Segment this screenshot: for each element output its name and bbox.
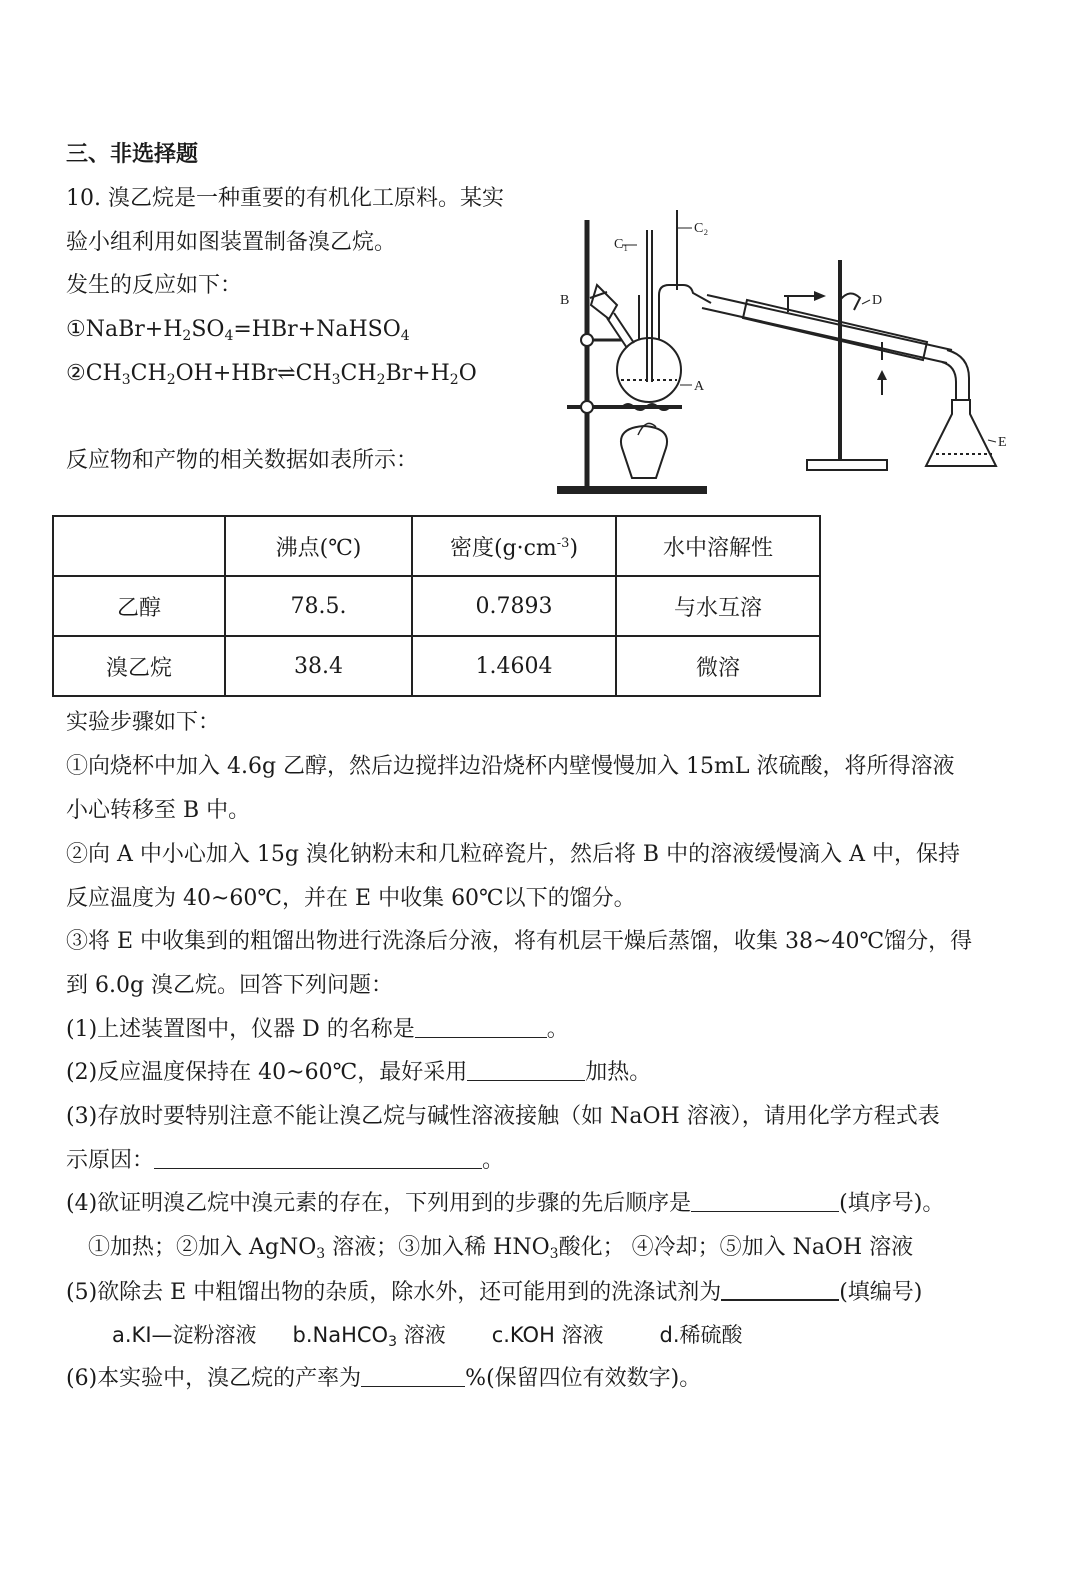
table-row [53,576,820,636]
label-c2: C₂ [694,221,709,236]
distillation-apparatus-diagram [552,200,1012,500]
answer-blank-1[interactable] [415,1015,547,1038]
step-2-line2: 反应温度为 40~60℃，并在 E 中收集 60℃以下的馏分。 [66,886,636,911]
cell-name: 乙醇 [53,576,225,636]
label-d: D [872,293,883,308]
cell-boiling-point: 78.5. [225,576,412,636]
table-caption: 反应物和产物的相关数据如表所示： [66,448,419,473]
label-a: A [694,379,705,394]
step-2-line1: ②向 A 中小心加入 15g 溴化钠粉末和几粒碎瓷片，然后将 B 中的溶液缓慢滴入 A 中，保持 [66,842,960,867]
question-4: (4)欲证明溴乙烷中溴元素的存在，下列用到的步骤的先后顺序是 (填序号)。 [66,1191,945,1216]
question-6: (6)本实验中，溴乙烷的产率为 %(保留四位有效数字)。 [66,1366,702,1391]
cell-density: 0.7893 [412,576,616,636]
header-density: 密度$(g\cdot cm^{-3})$ [412,516,616,576]
question-10-intro-line1: 10. 溴乙烷是一种重要的有机化工原料。某实 [66,186,504,211]
cell-boiling-point: 38.4 [225,636,412,696]
table-row [53,636,820,696]
question-10-intro-line2: 验小组利用如图装置制备溴乙烷。 [66,230,397,255]
answer-blank-3[interactable] [154,1146,482,1169]
reaction-heading: 发生的反应如下： [66,273,243,298]
cell-solubility: 微溶 [616,636,820,696]
option-d: d.稀硫酸 [659,1323,743,1347]
label-b: B [560,293,570,308]
option-c: c.KOH 溶液 [491,1323,604,1347]
question-4-options: ①加热；②加入 AgNO$_3$ 溶液；③加入稀 $HNO_3$酸化； ④冷却；⑤加入 NaOH 溶液 [88,1235,914,1262]
steps-title: 实验步骤如下： [66,710,221,735]
label-c1: C₁ [614,237,629,252]
option-b: b.NaHCO$_3$ 溶液 [292,1323,446,1350]
option-a: a.KI—淀粉溶液 [112,1323,257,1347]
table-header-row [53,516,820,576]
label-e: E [998,435,1007,450]
answer-blank-2[interactable] [467,1058,585,1081]
equation-1: $①NaBr+H_2SO_4=HBr+NaHSO_4$ [66,317,410,344]
question-3-line2: 示原因： 。 [66,1148,505,1173]
answer-blank-6[interactable] [361,1364,465,1387]
equation-2: $②CH_3CH_2OH+HBr\rightleftharpoons CH_3CH_2Br+H_2O$ [66,361,477,388]
cell-name: 溴乙烷 [53,636,225,696]
question-2: (2)反应温度保持在 40~60℃，最好采用 加热。 [66,1060,652,1085]
question-5: (5)欲除去 E 中粗馏出物的杂质，除水外，还可能用到的洗涤试剂为 (填编号) [66,1277,922,1308]
answer-blank-5[interactable] [721,1277,839,1301]
answer-blank-4[interactable] [691,1189,839,1212]
step-3-line2: 到 6.0g 溴乙烷。回答下列问题： [66,973,394,998]
header-empty [53,516,225,576]
header-solubility: 水中溶解性 [616,516,820,576]
header-boiling-point: 沸点(℃) [225,516,412,576]
cell-density: 1.4604 [412,636,616,696]
step-1-line2: 小心转移至 B 中。 [66,798,251,823]
question-5-options [112,1320,743,1350]
question-1: (1)上述装置图中，仪器 D 的名称是 。 [66,1017,569,1042]
section-title: 三、非选择题 [66,142,199,167]
step-1-line1: ①向烧杯中加入 4.6g 乙醇，然后边搅拌边沿烧杯内壁慢慢加入 15mL 浓硫酸，将所得溶液 [66,754,955,779]
step-3-line1: ③将 E 中收集到的粗馏出物进行洗涤后分液，将有机层干燥后蒸馏，收集 38~40℃馏分，得 [66,929,973,954]
properties-table [52,515,821,697]
question-3-line1: (3)存放时要特别注意不能让溴乙烷与碱性溶液接触（如 NaOH 溶液），请用化学方程式表 [66,1104,940,1129]
cell-solubility: 与水互溶 [616,576,820,636]
